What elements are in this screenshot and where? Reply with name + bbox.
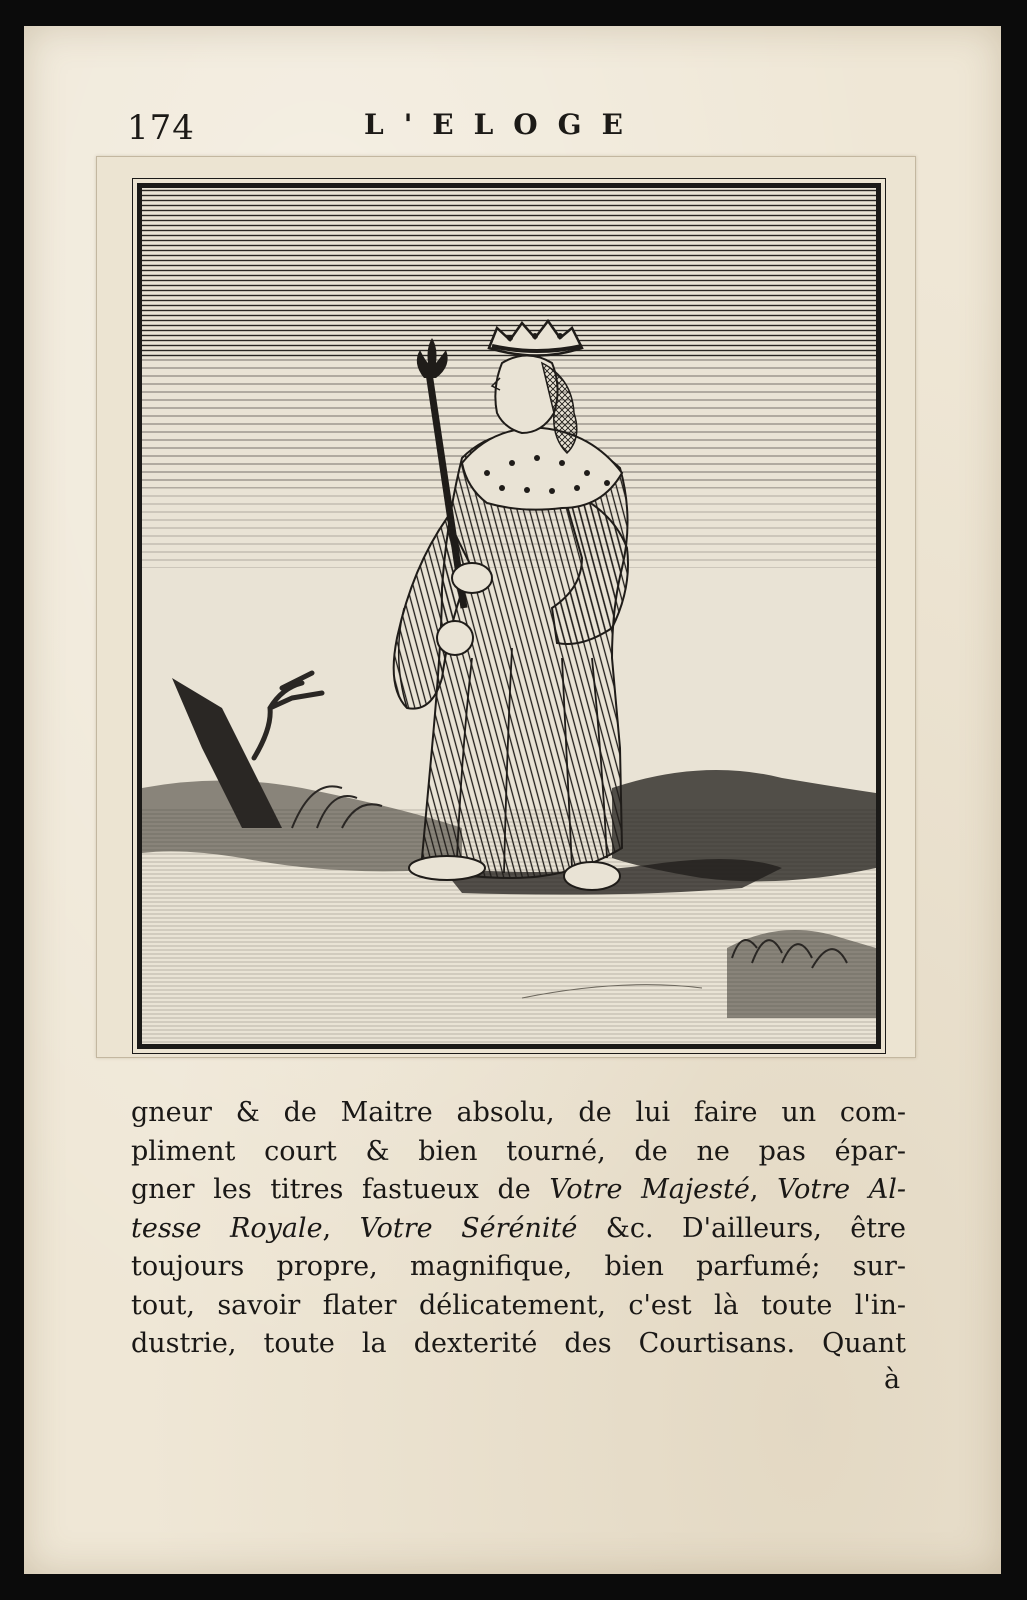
running-title: L'ELOGE <box>364 108 643 141</box>
running-head <box>24 108 1001 148</box>
text-line-6: tout, savoir flater délicatement, c'est là toute l'in- <box>131 1289 906 1321</box>
catchword: à <box>884 1364 901 1395</box>
text-line-2: pliment court & bien tourné, de ne pas épar- <box>131 1135 906 1167</box>
italic-title: Votre Majesté <box>549 1174 750 1205</box>
crowned-king-icon <box>142 188 876 1044</box>
text-line-4: tesse Royale, Votre Sérénité &c. D'ailleurs, être <box>131 1212 906 1244</box>
italic-title: Votre Al- <box>777 1174 906 1205</box>
page-number: 174 <box>127 108 195 148</box>
text-line-1: gneur & de Maitre absolu, de lui faire un com- <box>131 1097 906 1128</box>
text-line-7: dustrie, toute la dexterité des Courtisans. Quant <box>131 1328 906 1359</box>
text-line-5: toujours propre, magnifique, bien parfumé; sur- <box>131 1251 906 1282</box>
italic-title: tesse Royale <box>131 1212 323 1244</box>
italic-title: Votre Sérénité <box>359 1212 578 1244</box>
body-text <box>131 1094 906 1364</box>
text-line-3: gner les titres fastueux de Votre Majesté, Votre Al- <box>131 1174 906 1205</box>
engraving-illustration <box>137 183 881 1049</box>
book-page <box>24 26 1001 1574</box>
